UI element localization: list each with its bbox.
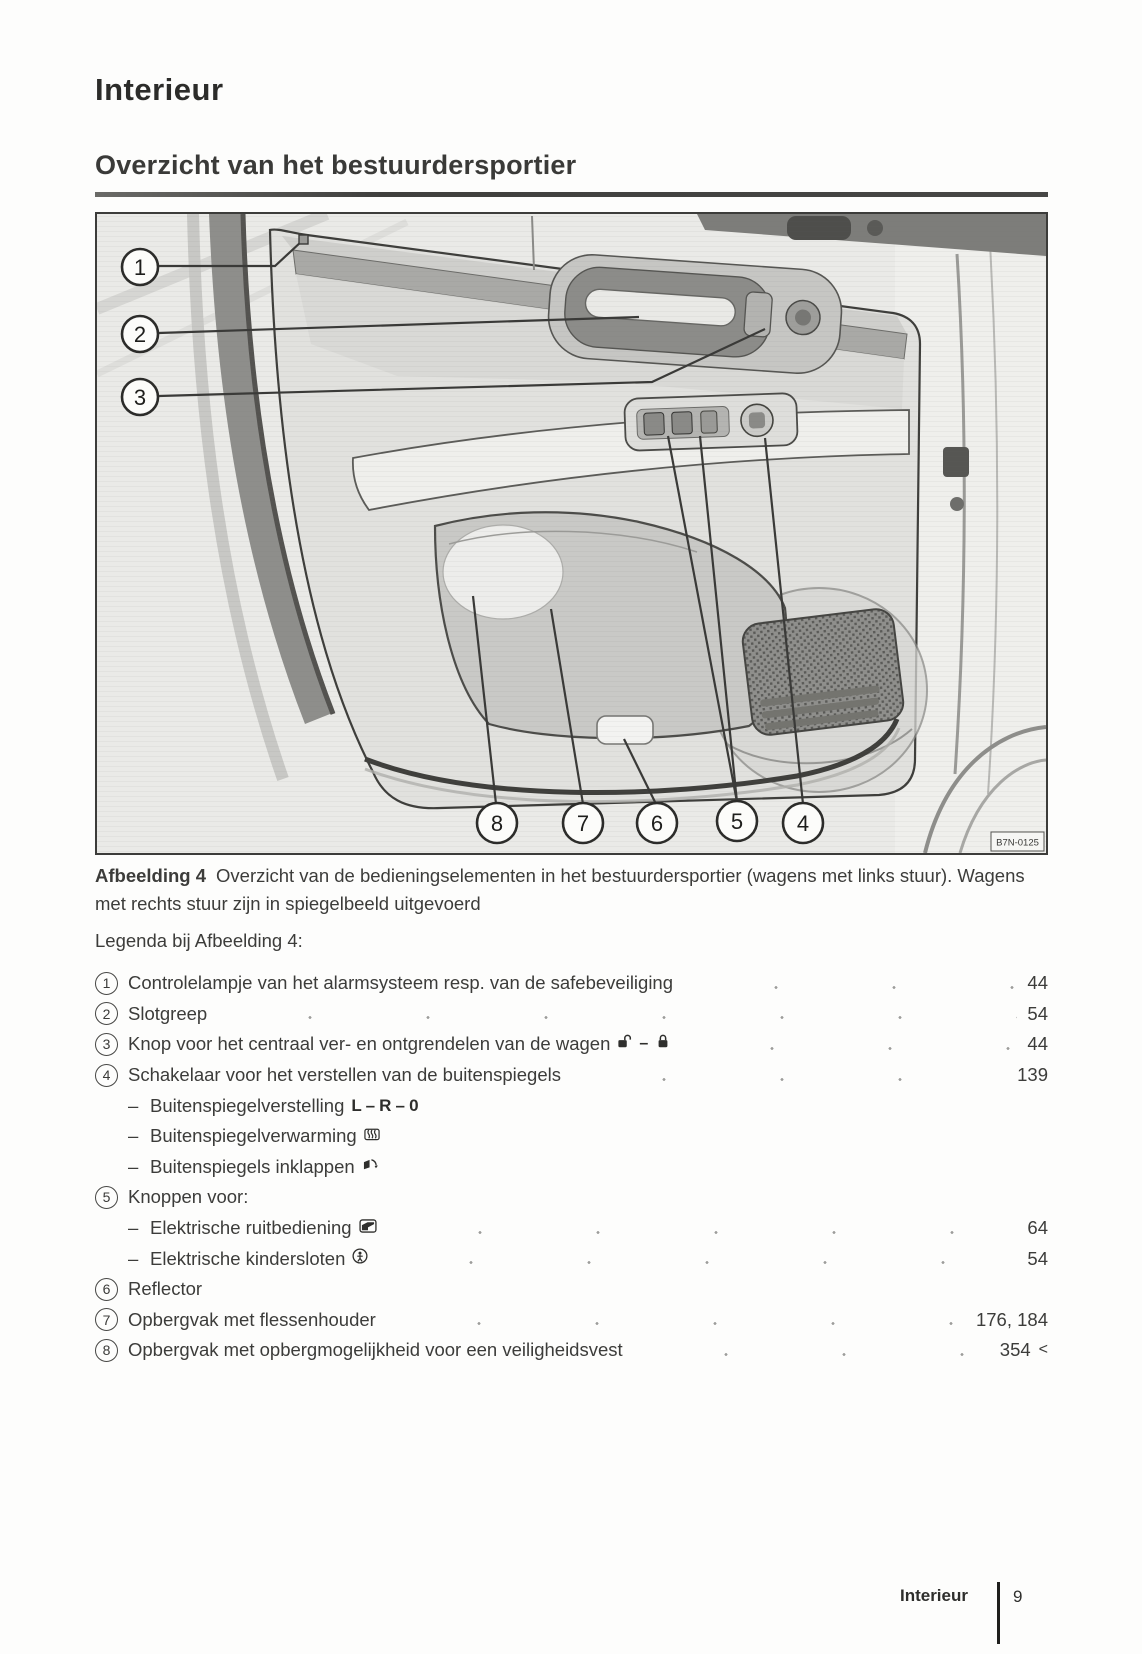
legend-sub-item <box>95 1243 1048 1274</box>
legend-item <box>95 1182 1048 1213</box>
callout-label-3: 3 <box>133 385 147 410</box>
child-lock-icon <box>352 1248 368 1269</box>
legend-item-text: Reflector <box>128 1278 203 1300</box>
figure-image <box>95 212 1048 855</box>
icon-separator: – <box>639 1035 649 1053</box>
callout-label-8: 8 <box>490 811 504 836</box>
legend-item <box>95 999 1048 1030</box>
callout-label-6: 6 <box>650 811 664 836</box>
legend-item <box>95 968 1048 999</box>
legend-sub-item <box>95 1152 1048 1183</box>
legend-item-text: Controlelampje van het alarmsysteem resp. van de safebeveiliging <box>128 972 674 994</box>
legend-item <box>95 1335 1048 1366</box>
legend-item-text: Buitenspiegelverstelling <box>150 1094 345 1116</box>
legend-item-text: Schakelaar voor het verstellen van de buitenspiegels <box>128 1064 561 1086</box>
page-footer <box>0 1582 1142 1652</box>
legend-item-text: Knop voor het centraal ver- en ontgrendelen van de wagen <box>128 1033 611 1055</box>
callout-label-1: 1 <box>133 255 147 280</box>
mirror-fold-icon <box>362 1157 379 1177</box>
door-illustration <box>97 214 1046 853</box>
sub-item-dash: – <box>128 1247 139 1269</box>
figure-id-label <box>991 832 1044 851</box>
page-title: Interieur <box>95 72 224 107</box>
legend-item-text: Knoppen voor: <box>128 1186 249 1208</box>
legend-item-text: Elektrische kindersloten <box>150 1247 346 1269</box>
callout-label-7: 7 <box>576 811 590 836</box>
legend-item-number: 8 <box>95 1339 118 1362</box>
dot-leader <box>390 1321 966 1328</box>
legend-item-text: Elektrische ruitbediening <box>150 1217 352 1239</box>
legend-page-number: 54 <box>1027 1002 1048 1024</box>
caption-text: Overzicht van de bedieningselementen in het bestuurdersportier (wagens met links stuur). Wagens met rechts stuur zijn in spiegelbeeld uitgevoerd <box>95 865 1025 914</box>
legend-item-number: 6 <box>95 1278 118 1301</box>
legend-item-text: Buitenspiegelverwarming <box>150 1125 357 1147</box>
legend-list <box>95 968 1048 1366</box>
legend-item <box>95 1274 1048 1305</box>
sub-item-dash: – <box>128 1217 139 1239</box>
sub-item-dash: – <box>128 1125 139 1147</box>
callout-label-5: 5 <box>730 809 744 834</box>
legend-item <box>95 1305 1048 1336</box>
figure-id-text: B7N-0125 <box>996 837 1039 849</box>
legend-item-number: 2 <box>95 1002 118 1025</box>
sub-item-dash: – <box>128 1155 139 1177</box>
dot-leader <box>391 1230 1018 1237</box>
footer-page-number: 9 <box>1013 1587 1023 1606</box>
legend-header: Legenda bij Afbeelding 4: <box>95 930 303 951</box>
lock-icon <box>657 1034 669 1054</box>
dot-leader <box>687 985 1017 992</box>
legend-item-number: 1 <box>95 972 118 995</box>
legend-sub-item <box>95 1213 1048 1244</box>
legend-page-number: 44 <box>1027 972 1048 994</box>
legend-item-number: 3 <box>95 1033 118 1056</box>
legend-page-number: 139 <box>1017 1064 1048 1086</box>
dot-leader <box>683 1046 1017 1053</box>
legend-item-number: 7 <box>95 1308 118 1331</box>
dot-leader <box>382 1260 1017 1267</box>
scan-texture <box>97 214 1046 853</box>
legend-item-symbols: L – R – 0 <box>351 1095 419 1115</box>
heading-rule <box>95 192 1048 197</box>
legend-page-number: 44 <box>1027 1033 1048 1055</box>
sub-item-dash: – <box>128 1094 139 1116</box>
callout-label-4: 4 <box>796 811 810 836</box>
legend-item-number: 5 <box>95 1186 118 1209</box>
dot-leader <box>637 1352 990 1359</box>
caption-prefix: Afbeelding 4 <box>95 865 207 886</box>
continuation-arrow: < <box>1038 1341 1048 1359</box>
power-window-icon <box>359 1219 377 1238</box>
dot-leader <box>575 1077 1007 1084</box>
unlock-icon <box>617 1034 633 1054</box>
section-heading: Overzicht van het bestuurdersportier <box>95 150 577 180</box>
legend-item-text: Opbergvak met opbergmogelijkheid voor een veiligheidsvest <box>128 1339 623 1361</box>
legend-page-number: 64 <box>1027 1217 1048 1239</box>
legend-page-number: 176, 184 <box>975 1308 1048 1330</box>
legend-page-number: 54 <box>1027 1247 1048 1269</box>
legend-page-number: 354 <box>999 1339 1031 1361</box>
callout-label-2: 2 <box>133 322 147 347</box>
legend-item <box>95 1060 1048 1091</box>
legend-item-text: Opbergvak met flessenhouder <box>128 1308 376 1330</box>
dot-leader <box>221 1015 1017 1022</box>
footer-section-label: Interieur <box>899 1586 968 1605</box>
figure-caption <box>95 862 1048 918</box>
legend-sub-item <box>95 1090 1048 1121</box>
mirror-heating-icon <box>364 1126 380 1147</box>
legend-item-text: Slotgreep <box>128 1002 208 1024</box>
footer-divider <box>997 1582 1000 1644</box>
legend-item-text: Buitenspiegels inklappen <box>150 1155 355 1177</box>
legend-item <box>95 1029 1048 1060</box>
legend-sub-item <box>95 1121 1048 1152</box>
legend-item-number: 4 <box>95 1064 118 1087</box>
